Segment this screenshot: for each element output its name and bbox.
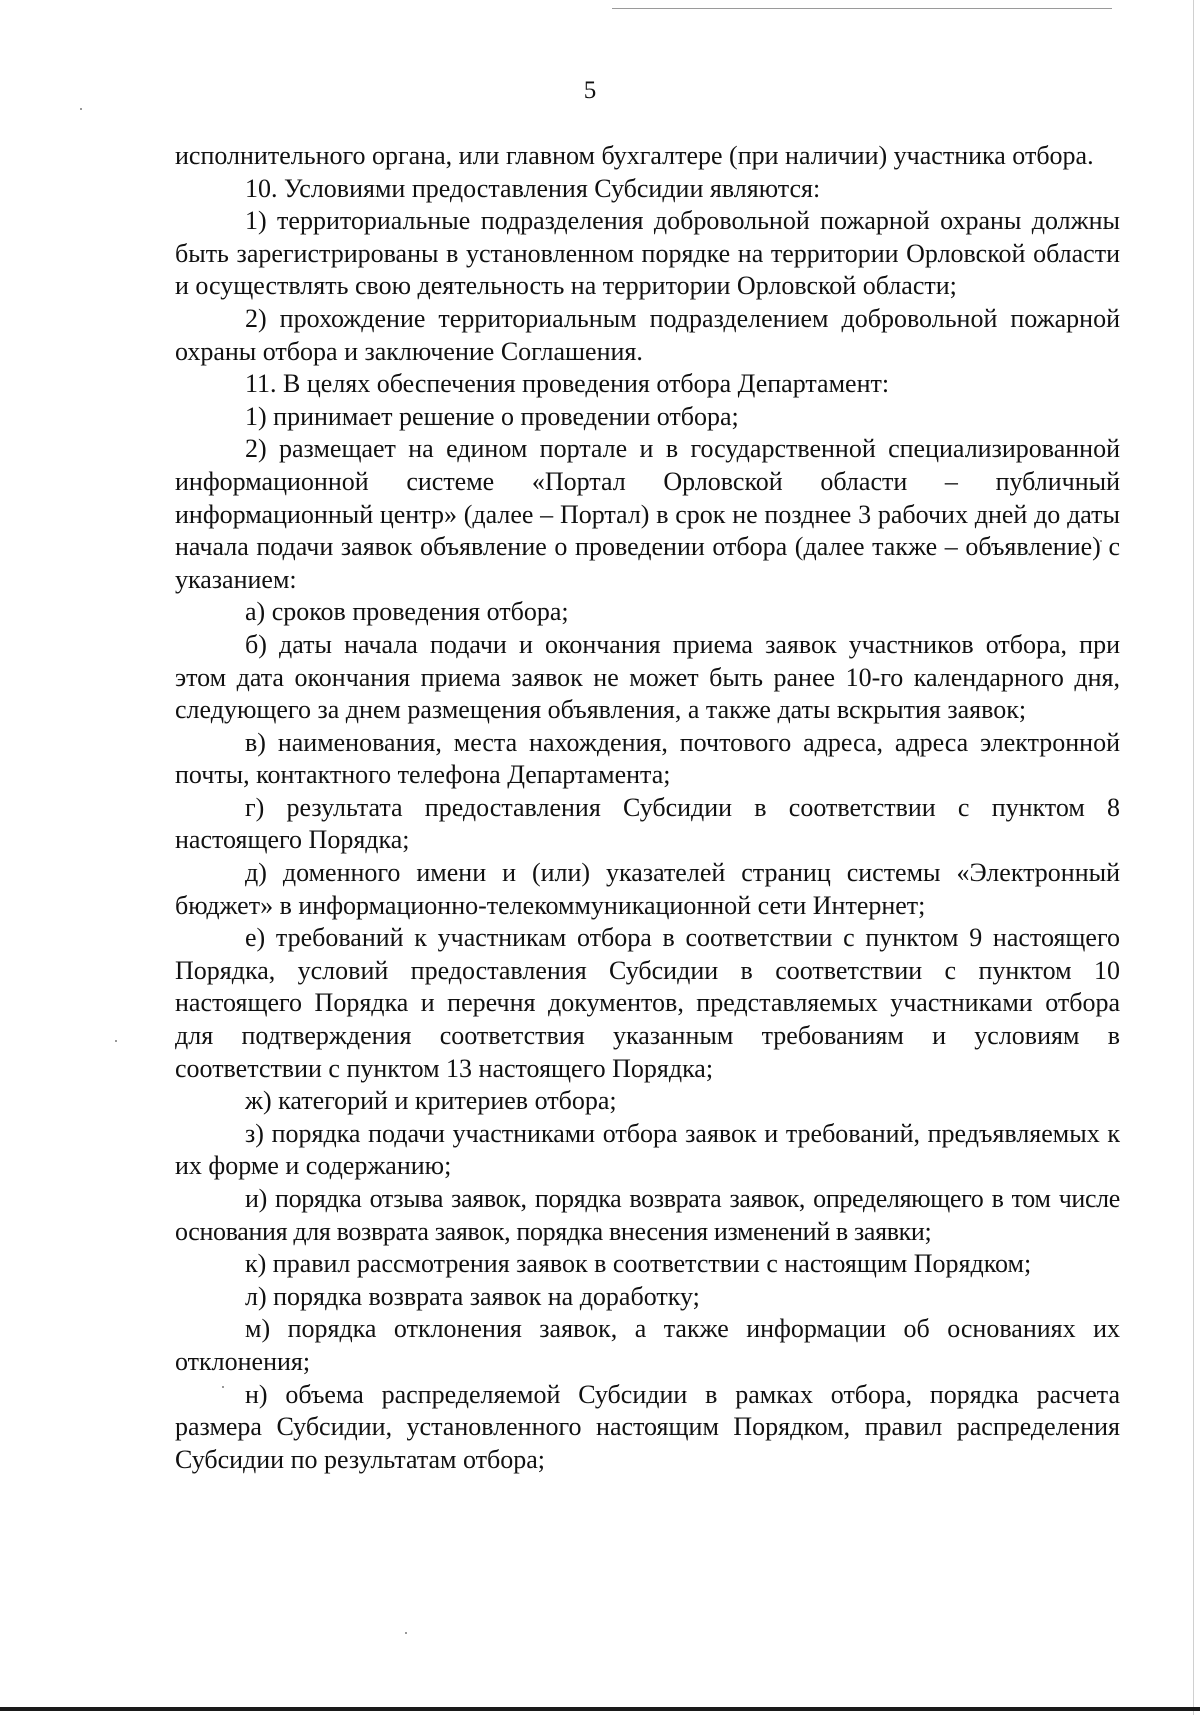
scan-edge-line — [612, 8, 1112, 9]
paragraph: м) порядка отклонения заявок, а также информации об основаниях их отклонения; — [175, 1314, 1120, 1376]
paragraph: е) требований к участникам отбора в соответствии с пунктом 9 настоящего Порядка, условий предоставления Субсидии в соответствии с пунктом 10 настоящего Порядка и перечня документов, представляемых участниками отбора для подтверждения соответствия указанным требованиям и условиям в соответствии с пунктом 13 настоящего Порядка; — [175, 923, 1120, 1083]
paragraph: в) наименования, места нахождения, почтового адреса, адреса электронной почты, контактного телефона Департамента; — [175, 727, 1120, 790]
paragraph: 1) принимает решение о проведении отбора; — [245, 401, 739, 431]
paragraph: з) порядка подачи участниками отбора заявок и требований, предъявляемых к их форме и содержанию; — [175, 1118, 1120, 1181]
scan-speck — [405, 1632, 407, 1634]
paragraph: исполнительного органа, или главном бухгалтере (при наличии) участника отбора. — [175, 141, 1094, 170]
paragraph: 1) территориальные подразделения добровольной пожарной охраны должны быть зарегистрированы в установленном порядке на территории Орловской области и осуществлять свою деятельность на территории Орловской области; — [175, 206, 1120, 301]
paragraph: г) результата предоставления Субсидии в соответствии с пунктом 8 настоящего Порядка; — [175, 792, 1120, 855]
paragraph: 2) прохождение территориальным подразделением добровольной пожарной охраны отбора и заключение Соглашения. — [175, 303, 1120, 366]
document-body — [175, 140, 1120, 1476]
paragraph: л) порядка возврата заявок на доработку; — [245, 1281, 700, 1311]
scan-edge-line — [1193, 0, 1194, 1715]
paragraph: н) объема распределяемой Субсидии в рамках отбора, порядка расчета размера Субсидии, установленного настоящим Порядком, правил распределения Субсидии по результатам отбора; — [175, 1379, 1120, 1474]
paragraph: и) порядка отзыва заявок, порядка возврата заявок, определяющего в том числе основания для возврата заявок, порядка внесения изменений в заявки; — [175, 1184, 1120, 1246]
paragraph: 2) размещает на едином портале и в государственной специализированной информационной системе «Портал Орловской области – публичный информационный центр» (далее – Портал) в срок не позднее 3 рабочих дней до даты начала подачи заявок объявление о проведении отбора (далее также – объявление) с указанием: — [175, 434, 1120, 594]
scan-speck — [115, 1040, 117, 1042]
paragraph: д) доменного имени и (или) указателей страниц системы «Электронный бюджет» в информационно-телекоммуникационной сети Интернет; — [175, 858, 1120, 920]
paragraph: к) правил рассмотрения заявок в соответствии с настоящим Порядком; — [245, 1249, 1032, 1279]
paragraph: 11. В целях обеспечения проведения отбора Департамент: — [245, 369, 890, 399]
paragraph: б) даты начала подачи и окончания приема заявок участников отбора, при этом дата окончания приема заявок не может быть ранее 10-го календарного дня, следующего за днем размещения объявления, а также даты вскрытия заявок; — [175, 629, 1120, 725]
scan-speck — [80, 108, 82, 110]
paragraph: а) сроков проведения отбора; — [245, 597, 569, 627]
paragraph: 10. Условиями предоставления Субсидии являются: — [245, 173, 821, 203]
scan-edge-line — [0, 1707, 1200, 1711]
paragraph: ж) категорий и критериев отбора; — [245, 1086, 617, 1116]
page-number: 5 — [583, 77, 597, 104]
